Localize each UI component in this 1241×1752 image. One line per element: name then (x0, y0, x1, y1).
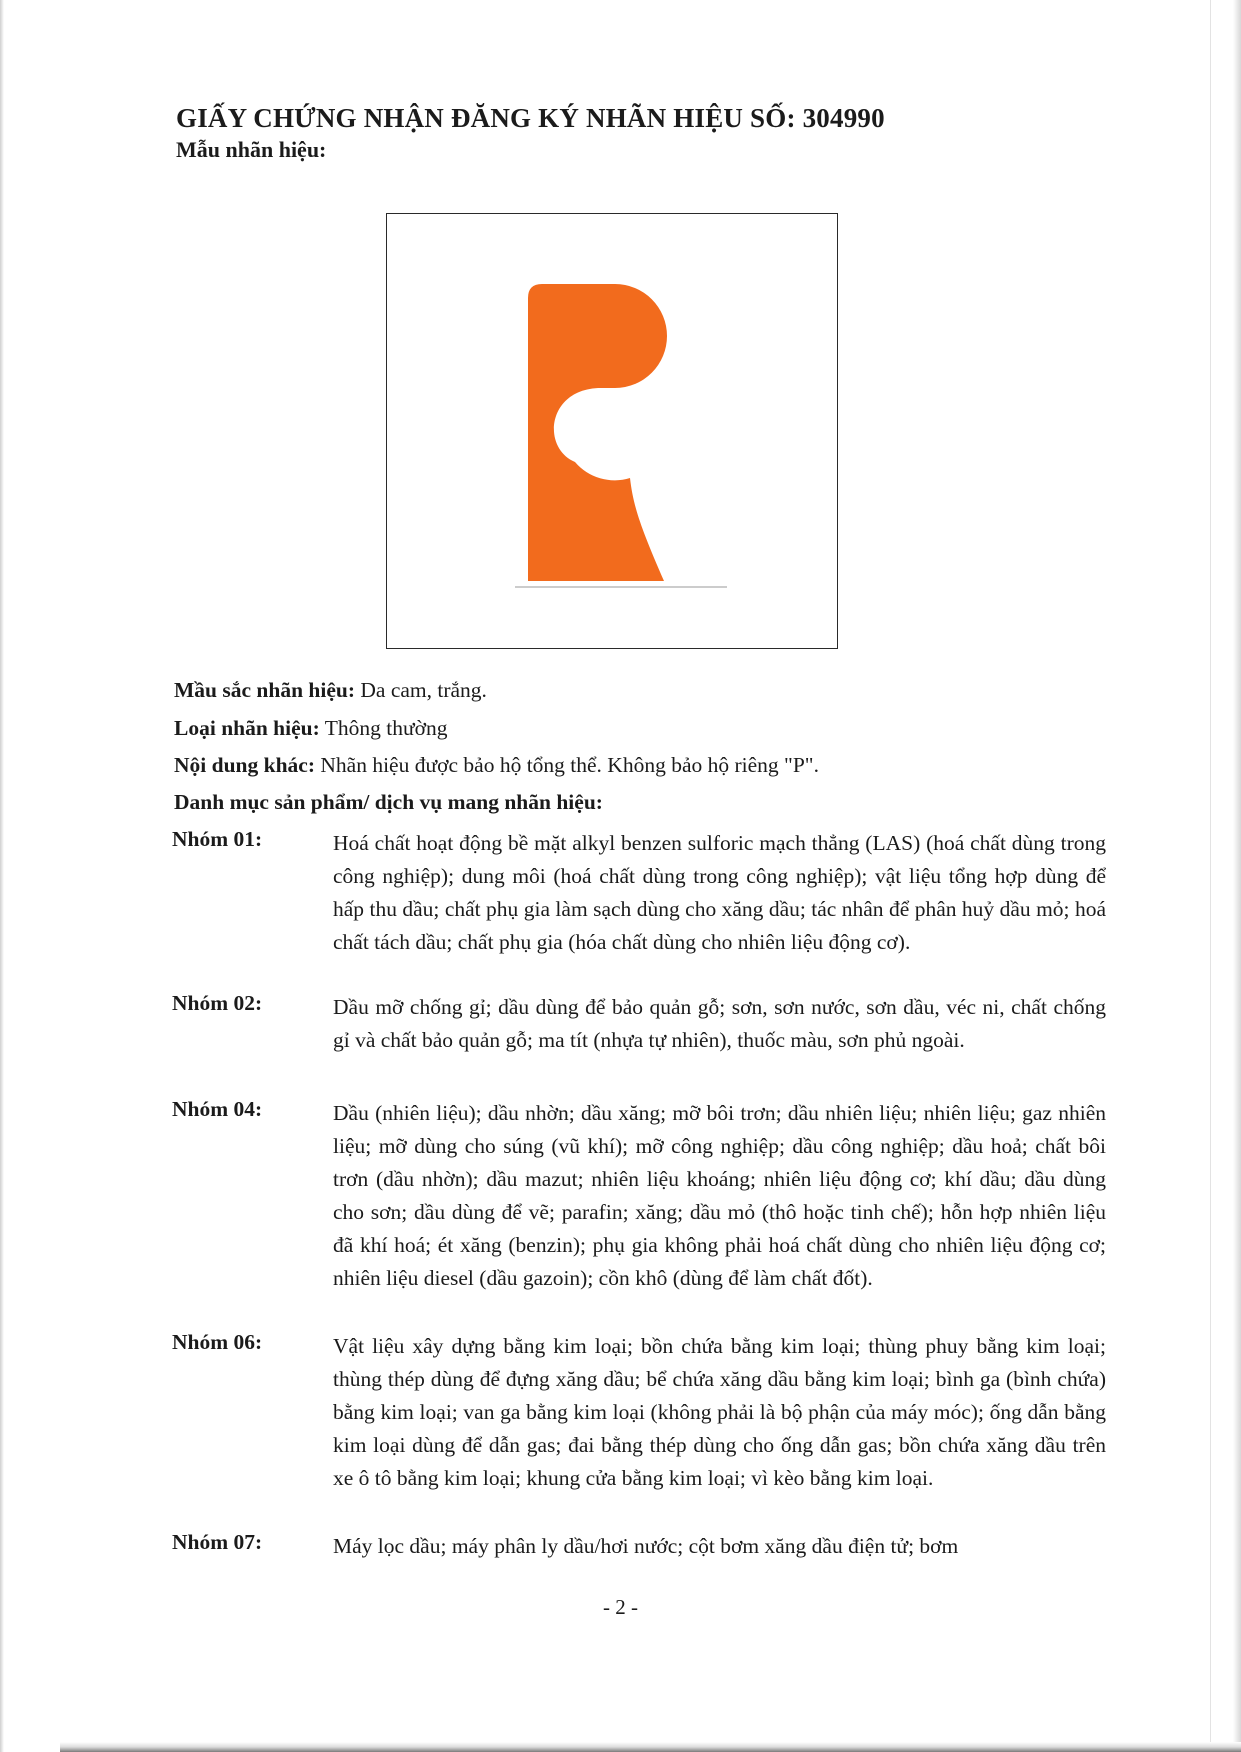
trademark-frame (386, 213, 838, 649)
goods-services-heading-text: Danh mục sản phẩm/ dịch vụ mang nhãn hiệu: (174, 790, 603, 814)
goods-services-heading (174, 790, 603, 815)
other-content-label: Nội dung khác: (174, 753, 315, 777)
group-text: Dầu (nhiên liệu); dầu nhờn; dầu xăng; mỡ bôi trơn; dầu nhiên liệu; nhiên liệu; gaz nhiên liệu; mỡ dùng cho súng (vũ khí); mỡ công nghiệp; dầu công nghiệp; dầu hoả; chất bôi trơn (dầu nhờn); dầu mazut; nhiên liệu khoáng; nhiên liệu động cơ; khí dầu; dầu dùng cho sơn; dầu dùng để vẽ; parafin; xăng; dầu mỏ (thô hoặc tinh chế); hỗn hợp nhiên liệu đã khí hoá; ét xăng (benzin); phụ gia không phải hoá chất dùng cho nhiên liệu động cơ; nhiên liệu diesel (dầu gazoin); cồn khô (dùng để làm chất đốt). (333, 1101, 1106, 1290)
mark-type-value: Thông thường (324, 716, 448, 740)
certificate-title: GIẤY CHỨNG NHẬN ĐĂNG KÝ NHÃN HIỆU SỐ: 304990 (176, 103, 885, 133)
page-number: - 2 - (603, 1595, 638, 1619)
group-label: Nhóm 06: (172, 1330, 263, 1354)
mark-color-label: Mầu sắc nhãn hiệu: (174, 678, 355, 702)
scan-edge-bottom (60, 1742, 1241, 1752)
group-text: Hoá chất hoạt động bề mặt alkyl benzen sulforic mạch thẳng (LAS) (hoá chất dùng trong công nghiệp); dung môi (hoá chất dùng trong công nghiệp); vật liệu tổng hợp dùng để hấp thu dầu; chất phụ gia làm sạch dùng cho xăng dầu; tác nhân để phân huỷ dầu mỏ; hoá chất tách dầu; chất phụ gia (hóa chất dùng cho nhiên liệu động cơ). (333, 831, 1106, 954)
group-label: Nhóm 07: (172, 1530, 263, 1554)
group-text: Máy lọc dầu; máy phân ly dầu/hơi nước; cột bơm xăng dầu điện tử; bơm (333, 1534, 959, 1558)
scan-line-right (1210, 0, 1211, 1752)
mark-color-value: Da cam, trắng. (360, 678, 487, 702)
group-text: Vật liệu xây dựng bằng kim loại; bồn chứa bằng kim loại; thùng phuy bằng kim loại; thùng thép dùng để đựng xăng dầu; bể chứa xăng dầu bằng kim loại; bình ga (bình chứa) bằng kim loại; van ga bằng kim loại (không phải là bộ phận của máy móc); ống dẫn bằng kim loại dùng để dẫn gas; đai bằng thép dùng cho ống dẫn gas; bồn chứa xăng dầu trên xe ô tô bằng kim loại; khung cửa bằng kim loại; vì kèo bằng kim loại. (333, 1334, 1106, 1490)
trademark-logo (387, 214, 839, 650)
mark-color-line (174, 678, 487, 703)
scan-edge-right (1233, 0, 1241, 1752)
group-label: Nhóm 01: (172, 827, 263, 851)
group-label: Nhóm 02: (172, 991, 263, 1015)
group-label: Nhóm 04: (172, 1097, 263, 1121)
other-content-value: Nhãn hiệu được bảo hộ tổng thể. Không bảo hộ riêng "P". (320, 753, 819, 777)
orange-p-shape (528, 284, 667, 581)
mark-sample-label: Mẫu nhãn hiệu: (176, 137, 327, 162)
mark-type-line (174, 716, 448, 741)
mark-type-label: Loại nhãn hiệu: (174, 716, 320, 740)
group-text: Dầu mỡ chống gỉ; dầu dùng để bảo quản gỗ; sơn, sơn nước, sơn dầu, véc ni, chất chống gỉ và chất bảo quản gỗ; ma tít (nhựa tự nhiên), thuốc màu, sơn phủ ngoài. (333, 995, 1106, 1052)
other-content-line (174, 753, 819, 778)
scan-edge-left (0, 0, 4, 1752)
